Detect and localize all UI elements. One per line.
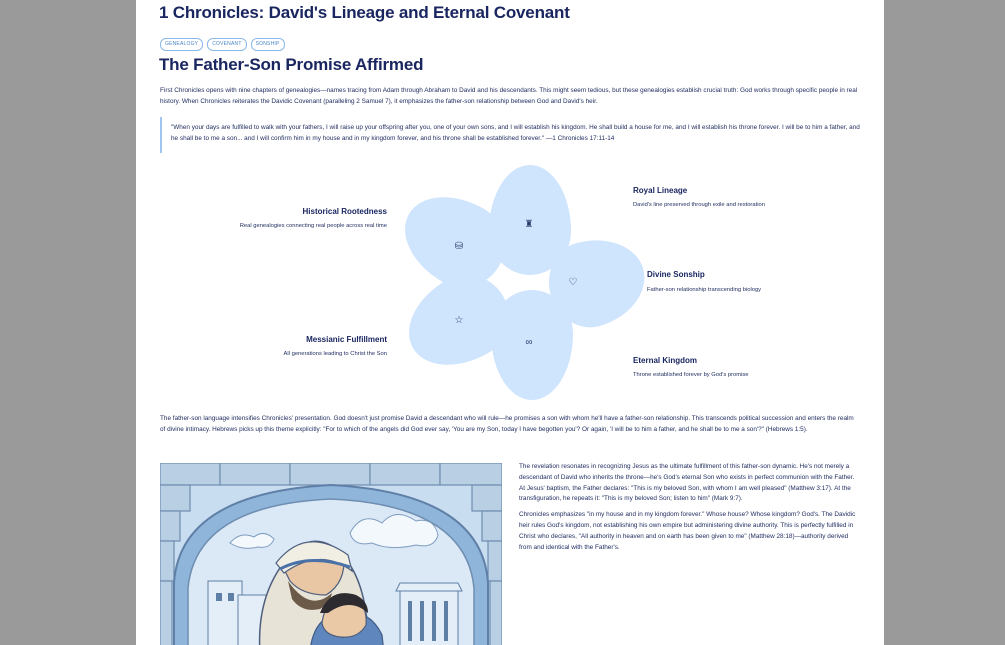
- desc-divine-sonship: Father-son relationship transcending biology: [647, 287, 762, 293]
- label-messianic-fulfillment: Messianic Fulfillment: [306, 335, 387, 344]
- library-icon: ⛁: [454, 241, 464, 252]
- tag-sonship[interactable]: SONSHIP: [251, 38, 285, 51]
- section-heading: The Father-Son Promise Affirmed: [159, 55, 424, 74]
- desc-royal-lineage: David's line preserved through exile and restoration: [633, 202, 765, 208]
- fulfillment-paragraph: The revelation resonates in recognizing Jesus as the ultimate fulfillment of this father-son dynamic. He's not merely a descendant of David who inherits the throne—he's God's eternal Son who exists in perfect communion with the Father. At Jesus' baptism, the Father declares: "This is my beloved Son, with whom I am well pleased" (Matthew 3:17). At the transfiguration, he repeats it: "This is my beloved Son; listen to him" (Mark 9:7).: [519, 463, 855, 503]
- quote-text: "When your days are fulfilled to walk with your fathers, I will raise up your offspring after you, one of your own sons, and I will establish his kingdom. He shall build a house for me, and I will establish his throne forever. I will be to him a father, and he shall be to me a son... and I will confirm him in my house and in my kingdom forever, and his throne shall be established forever." —1 Chronicles 17:11-14: [171, 124, 860, 142]
- scripture-quote: [160, 117, 860, 153]
- label-royal-lineage: Royal Lineage: [633, 186, 688, 195]
- father-son-illustration: [160, 463, 502, 645]
- tag-genealogy[interactable]: GENEALOGY: [160, 38, 203, 51]
- fulfillment-column: [519, 462, 861, 558]
- desc-eternal-kingdom: Throne established forever by God's promise: [633, 372, 749, 378]
- tag-list: [160, 38, 285, 51]
- label-historical-rootedness: Historical Rootedness: [302, 207, 387, 216]
- label-divine-sonship: Divine Sonship: [647, 270, 705, 279]
- intro-paragraph: First Chronicles opens with nine chapters of genealogies—names tracing from Adam through Abraham to David and his descendants. This might seem tedious, but these genealogies establish crucial truth: God works through specific people in real history. When Chronicles reiterates the Davidic Covenant (paralleling 2 Samuel 7), it emphasizes the father-son relationship between God and David's heir.: [160, 87, 858, 105]
- sonship-paragraph: The father-son language intensifies Chronicles' presentation. God doesn't just promise David a descendant who will rule—he promises a son with whom he'll have a father-son relationship. This transcends political succession and enters the realm of divine intimacy. Hebrews picks up this theme explicitly: "For to which of the angels did God ever say, 'You are my Son, today I have begotten you'? Or again, 'I will be to him a father, and he shall be to me a son'?" (Hebrews 1:5).: [160, 415, 854, 433]
- star-icon: ☆: [454, 315, 464, 326]
- desc-messianic-fulfillment: All generations leading to Christ the Son: [283, 351, 387, 357]
- kingdom-paragraph: Chronicles emphasizes "in my house and in my kingdom forever." Whose house? Whose kingdom? God's. The Davidic heir rules God's kingdom, not establishing his own empire but administering divine authority. This is perfectly fulfilled in Christ who declares, "All authority in heaven and on earth has been given to me" (Matthew 28:18)—authority derived from and identical with the Father's.: [519, 511, 856, 551]
- heart-icon: ♡: [568, 277, 578, 288]
- covenant-flower-diagram: [136, 160, 884, 410]
- tag-covenant[interactable]: COVENANT: [207, 38, 246, 51]
- desc-historical-rootedness: Real genealogies connecting real people across real time: [239, 223, 387, 229]
- label-eternal-kingdom: Eternal Kingdom: [633, 356, 698, 365]
- chess-king-icon: ♜: [524, 219, 534, 230]
- infinity-icon: ∞: [525, 337, 533, 348]
- article-page: [136, 0, 884, 645]
- page-title: 1 Chronicles: David's Lineage and Eternal Covenant: [159, 3, 570, 22]
